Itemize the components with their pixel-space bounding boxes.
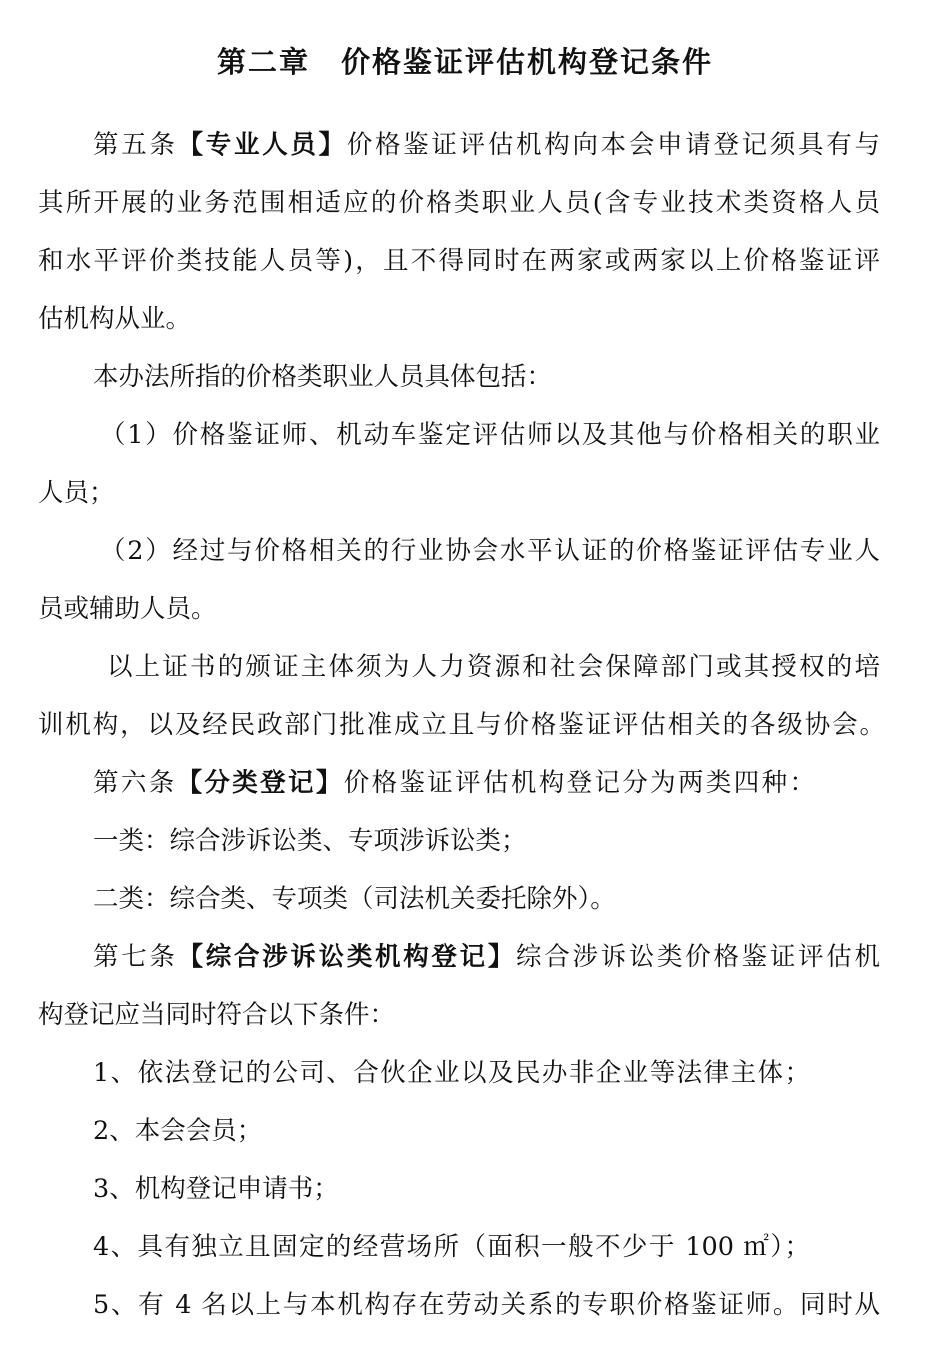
text-line: [100, 415, 880, 455]
line-text: 和水平评价类技能人员等)，且不得同时在两家或两家以上价格鉴证评: [38, 246, 880, 276]
chapter-title: 第二章 价格鉴证评估机构登记条件: [216, 45, 713, 79]
text-line: [93, 357, 575, 397]
text-line: [100, 531, 880, 571]
text-line: [93, 937, 880, 977]
text-line: [38, 299, 190, 339]
line-text: 以上证书的颁证主体须为人力资源和社会保障部门或其授权的培: [107, 652, 880, 682]
text-line: [93, 763, 815, 803]
line-text: 综合涉诉讼类价格鉴证评估机: [516, 942, 880, 972]
text-line: [107, 647, 880, 687]
line-text: 1、依法登记的公司、合伙企业以及民办非企业等法律主体；: [93, 1058, 810, 1088]
text-line: [38, 995, 415, 1035]
text-line: [93, 125, 880, 165]
line-text: 人员；: [38, 478, 115, 508]
text-line: [38, 705, 885, 745]
line-text: 其所开展的业务范围相适应的价格类职业人员(含专业技术类资格人员: [38, 188, 880, 218]
line-text: 3、机构登记申请书；: [93, 1174, 339, 1204]
text-line: [93, 879, 660, 919]
line-text: 4、具有独立且固定的经营场所（面积一般不少于 100 ㎡）；: [93, 1232, 810, 1262]
line-text: 本办法所指的价格类职业人员具体包括：: [93, 362, 553, 392]
text-line: [93, 821, 540, 861]
article-heading: 【综合涉诉讼类机构登记】: [177, 942, 517, 972]
line-text: 训机构，以及经民政部门批准成立且与价格鉴证评估相关的各级协会。: [38, 710, 885, 740]
text-line: [93, 1111, 263, 1151]
line-text: （2）经过与价格相关的行业协会水平认证的价格鉴证评估专业人: [100, 536, 880, 566]
text-line: [93, 1053, 810, 1093]
article-heading: 【专业人员】: [177, 130, 347, 160]
line-text: 员或辅助人员。: [38, 594, 217, 624]
line-text: 2、本会会员；: [93, 1116, 263, 1146]
line-text: 价格鉴证评估机构登记分为两类四种：: [343, 768, 815, 798]
text-line: [38, 241, 880, 281]
line-text: 第五条: [93, 130, 178, 160]
line-text: 价格鉴证评估机构向本会申请登记须具有与: [346, 130, 880, 160]
text-line: [93, 1285, 880, 1325]
line-text: 第六条: [93, 768, 177, 798]
text-line: [38, 473, 115, 513]
line-text: 二类：综合类、专项类（司法机关委托除外）。: [93, 884, 616, 914]
text-line: [93, 1227, 810, 1267]
text-line: [38, 183, 880, 223]
article-heading: 【分类登记】: [176, 768, 344, 798]
text-line: [38, 589, 250, 629]
line-text: 构登记应当同时符合以下条件：: [38, 1000, 396, 1030]
line-text: 一类：综合涉诉讼类、专项涉诉讼类；: [93, 826, 527, 856]
text-line: [93, 1169, 340, 1209]
line-text: （1）价格鉴证师、机动车鉴定评估师以及其他与价格相关的职业: [100, 420, 880, 450]
line-text: 5、有 4 名以上与本机构存在劳动关系的专职价格鉴证师。同时从: [93, 1290, 880, 1320]
line-text: 第七条: [93, 942, 178, 972]
line-text: 估机构从业。: [38, 304, 192, 334]
